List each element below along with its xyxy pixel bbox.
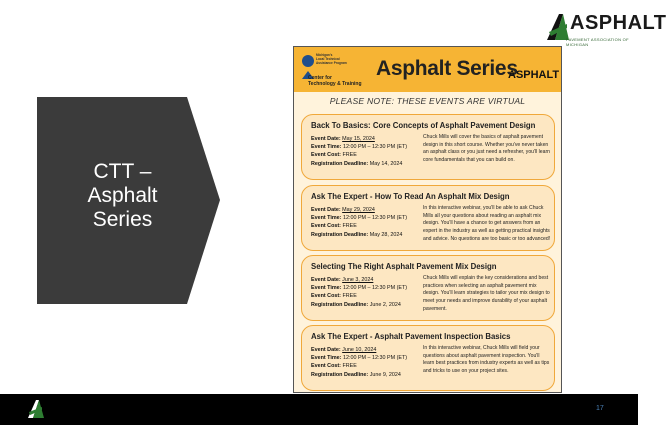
- registration-deadline: June 2, 2024: [369, 301, 401, 308]
- event-cost-label: Event Cost:: [311, 293, 341, 300]
- registration-deadline: May 14, 2024: [369, 160, 403, 167]
- event-time-label: Event Time:: [311, 215, 342, 222]
- event-cost: FREE: [342, 152, 357, 159]
- event-time: 12:00 PM – 12:30 PM (ET): [342, 355, 408, 362]
- brand-name: ASPHALT: [570, 12, 666, 34]
- event-description: Chuck Mills will cover the basics of asphalt pavement design in this short course. Whether you've never taken an asphalt class or you just need a refresher, you'll learn core fundamentals that you can build on.: [423, 134, 550, 164]
- footer-bar: [0, 394, 638, 425]
- flyer-asphalt-logo: ASPHALT: [508, 69, 560, 81]
- event-date: June 10, 2024: [342, 347, 377, 353]
- event-time: 12:00 PM – 12:30 PM (ET): [342, 144, 408, 151]
- registration-deadline-label: Registration Deadline:: [311, 371, 369, 378]
- event-details: [311, 135, 407, 168]
- org-line-3: Assistance Program: [316, 61, 347, 65]
- event-title: Selecting The Right Asphalt Pavement Mix Design: [311, 262, 497, 271]
- registration-deadline-label: Registration Deadline:: [311, 301, 369, 308]
- ctt-line-1: Center for: [308, 75, 332, 81]
- event-date-label: Event Date:: [311, 207, 341, 213]
- event-cost-label: Event Cost:: [311, 363, 341, 370]
- section-title-line-2: Asphalt: [87, 184, 158, 207]
- event-time-label: Event Time:: [311, 355, 342, 362]
- event-card: [301, 255, 555, 321]
- section-title: [60, 160, 185, 232]
- event-cost-label: Event Cost:: [311, 152, 341, 159]
- event-title: Ask The Expert - Asphalt Pavement Inspection Basics: [311, 332, 511, 341]
- event-date-label: Event Date:: [311, 136, 341, 142]
- event-date: May 15, 2024: [342, 136, 375, 142]
- page-number: 17: [596, 405, 604, 412]
- event-time-label: Event Time:: [311, 144, 342, 151]
- event-time: 12:00 PM – 12:30 PM (ET): [342, 215, 408, 222]
- virtual-notice: PLEASE NOTE: THESE EVENTS ARE VIRTUAL: [329, 96, 526, 106]
- event-card: [301, 185, 555, 251]
- event-details: [311, 206, 407, 239]
- registration-deadline-label: Registration Deadline:: [311, 231, 369, 238]
- event-description: Chuck Mills will explain the key considerations and best practices when selecting an asphalt pavement mix design. You'll learn strategies to tailor your mix design to meet your needs and improve durability of your asphalt pavement.: [423, 275, 550, 312]
- org-line-1: Michigan's: [316, 53, 333, 57]
- event-cost: FREE: [342, 363, 357, 370]
- section-title-line-1: CTT –: [93, 160, 152, 183]
- org-line-2: Local Technical: [316, 57, 340, 61]
- event-date: June 3, 2024: [342, 277, 374, 283]
- registration-deadline: May 28, 2024: [369, 231, 403, 238]
- registration-deadline: June 9, 2024: [369, 371, 401, 378]
- event-details: [311, 346, 407, 379]
- flyer-title: Asphalt Series: [376, 57, 518, 80]
- event-date: May 29, 2024: [342, 207, 375, 213]
- event-cost: FREE: [342, 223, 357, 230]
- event-title: Back To Basics: Core Concepts of Asphalt Pavement Design: [311, 121, 536, 130]
- brand-subtitle: PAVEMENT ASSOCIATION OF MICHIGAN: [566, 37, 629, 47]
- event-description: In this interactive webinar, Chuck Mills will field your questions about asphalt pavement inspection. You'll learn best practices from industry experts as well as tips and tricks to use on your project sites.: [423, 345, 550, 375]
- event-cost-label: Event Cost:: [311, 223, 341, 230]
- event-card: [301, 114, 555, 180]
- section-title-line-3: Series: [92, 208, 153, 231]
- event-card: [301, 325, 555, 391]
- event-description: In this interactive webinar, you'll be able to ask Chuck Mills all your questions about reading an asphalt mix design. You'll have a chance to get answers from an expert in the industry as well as getting practical insights and advice. No questions are too basic or too advanced!: [423, 205, 551, 242]
- event-time: 12:00 PM – 12:30 PM (ET): [342, 285, 408, 292]
- event-cost: FREE: [342, 293, 357, 300]
- event-details: [311, 276, 407, 309]
- event-title: Ask The Expert - How To Read An Asphalt Mix Design: [311, 192, 510, 201]
- flyer-header: [294, 47, 561, 92]
- event-time-label: Event Time:: [311, 285, 342, 292]
- event-flyer: [293, 46, 562, 393]
- event-date-label: Event Date:: [311, 347, 341, 353]
- footer-logo-icon: [26, 398, 50, 420]
- event-date-label: Event Date:: [311, 277, 341, 283]
- ctt-line-2: Technology & Training: [308, 81, 362, 87]
- registration-deadline-label: Registration Deadline:: [311, 160, 369, 167]
